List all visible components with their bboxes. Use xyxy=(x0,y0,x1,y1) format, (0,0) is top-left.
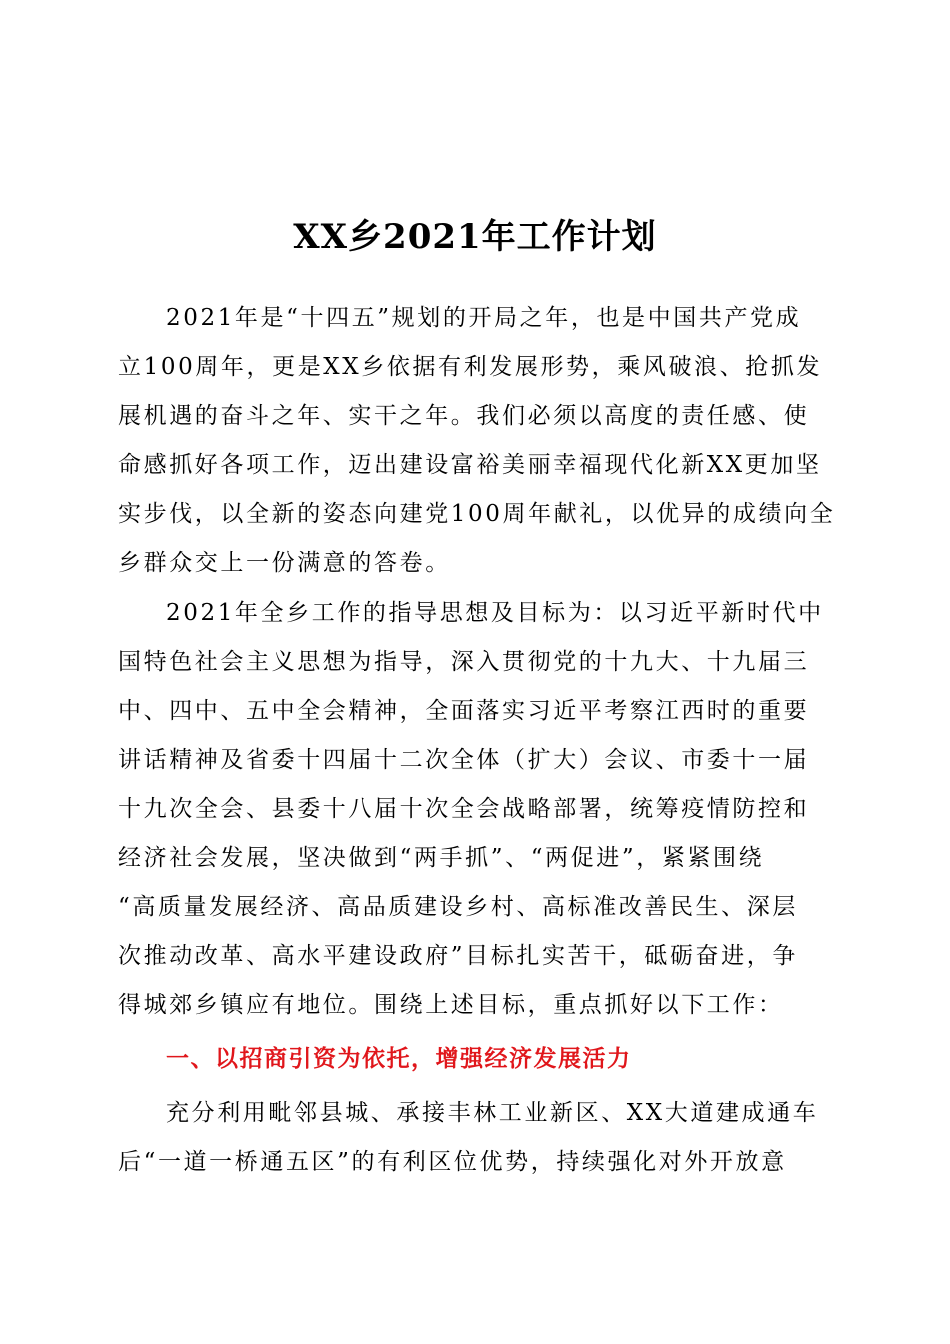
paragraph-line: 2021年是“十四五”规划的开局之年，也是中国共产党成 xyxy=(166,305,802,331)
paragraph-line: 中、四中、五中全会精神，全面落实习近平考察江西时的重要 xyxy=(118,698,810,724)
paragraph-line: 充分利用毗邻县城、承接丰林工业新区、XX大道建成通车 xyxy=(166,1100,819,1126)
section1-paragraph xyxy=(118,1089,834,1187)
paragraph-line: 次推动改革、高水平建设政府”目标扎实苦干，砥砺奋进，争 xyxy=(118,943,798,969)
paragraph-line: 讲话精神及省委十四届十二次全体（扩大）会议、市委十一届 xyxy=(118,747,810,773)
guiding-principles-paragraph xyxy=(118,589,834,1030)
paragraph-line: 经济社会发展，坚决做到“两手抓”、“两促进”，紧紧围绕 xyxy=(118,845,765,871)
paragraph-line: 实步伐，以全新的姿态向建党100周年献礼，以优异的成绩向全 xyxy=(118,501,836,527)
paragraph-line: 十九次全会、县委十八届十次全会战略部署，统筹疫情防控和 xyxy=(118,796,810,822)
paragraph-line: 得城郊乡镇应有地位。围绕上述目标，重点抓好以下工作： xyxy=(118,992,784,1018)
paragraph-line: 命感抓好各项工作，迈出建设富裕美丽幸福现代化新XX更加坚 xyxy=(118,452,822,478)
paragraph-line: 2021年全乡工作的指导思想及目标为：以习近平新时代中 xyxy=(166,600,824,626)
paragraph-line: 立100周年，更是XX乡依据有利发展形势，乘风破浪、抢抓发 xyxy=(118,354,823,380)
paragraph-line: 国特色社会主义思想为指导，深入贯彻党的十九大、十九届三 xyxy=(118,649,810,675)
intro-paragraph xyxy=(118,294,834,588)
section-heading: 一、以招商引资为依托，增强经济发展活力 xyxy=(166,1046,632,1072)
paragraph-line: “高质量发展经济、高品质建设乡村、高标准改善民生、深层 xyxy=(118,894,798,920)
document-title: XX乡2021年工作计划 xyxy=(293,217,657,257)
paragraph-line: 展机遇的奋斗之年、实干之年。我们必须以高度的责任感、使 xyxy=(118,403,810,429)
paragraph-line: 后“一道一桥通五区”的有利区位优势，持续强化对外开放意 xyxy=(118,1149,787,1175)
paragraph-line: 乡群众交上一份满意的答卷。 xyxy=(118,550,451,576)
